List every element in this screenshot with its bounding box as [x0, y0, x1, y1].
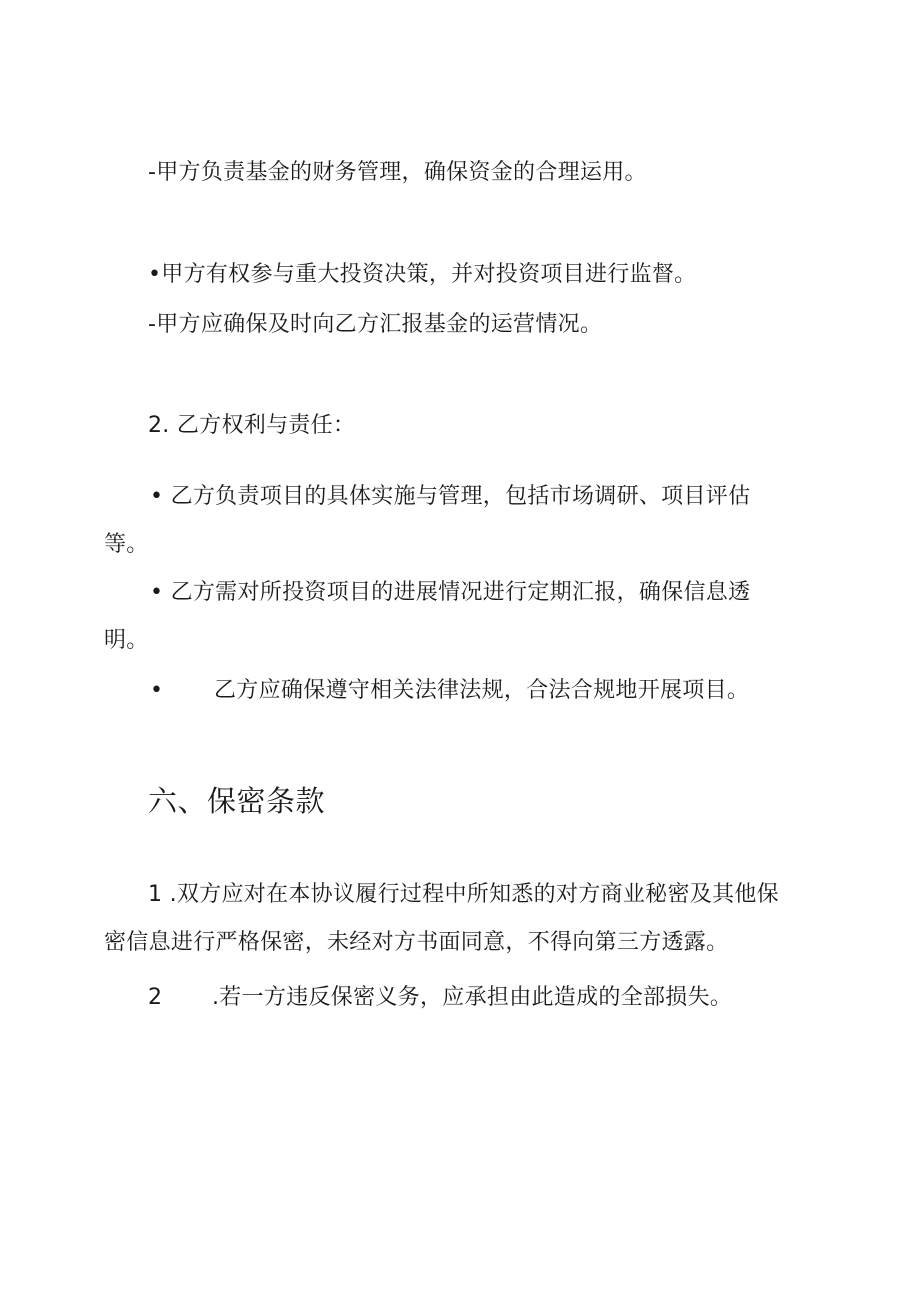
section-six-heading: 六、保密条款 — [148, 784, 326, 818]
party-b-title: 2. 乙方权利与责任： — [148, 413, 356, 438]
party-b-item-compliance-text: 乙方应确保遵守相关法律法规，合法合规地开展项目。 — [214, 678, 750, 703]
confidentiality-clause-1-line1: 1 .双方应对在本协议履行过程中所知悉的对方商业秘密及其他保 — [148, 882, 779, 907]
party-b-item-progress-report-line2: 明。 — [104, 628, 149, 653]
party-b-item-implementation-line2: 等。 — [104, 532, 149, 557]
party-b-item-compliance-bullet: • — [150, 678, 164, 703]
confidentiality-clause-1-line2: 密信息进行严格保密，未经对方书面同意，不得向第三方透露。 — [104, 930, 729, 955]
confidentiality-clause-2-text: .若一方违反保密义务，应承担由此造成的全部损失。 — [212, 985, 733, 1010]
party-a-item-financial-management: -甲方负责基金的财务管理，确保资金的合理运用。 — [148, 160, 647, 185]
party-b-item-progress-report-line1: • 乙方需对所投资项目的进展情况进行定期汇报，确保信息透 — [150, 580, 751, 605]
party-a-item-investment-decision: •甲方有权参与重大投资决策，并对投资项目进行监督。 — [148, 262, 697, 287]
party-b-item-implementation-line1: • 乙方负责项目的具体实施与管理，包括市场调研、项目评估 — [150, 484, 751, 509]
confidentiality-clause-2-number: 2 — [148, 985, 163, 1010]
party-a-item-reporting: -甲方应确保及时向乙方汇报基金的运营情况。 — [148, 312, 603, 337]
